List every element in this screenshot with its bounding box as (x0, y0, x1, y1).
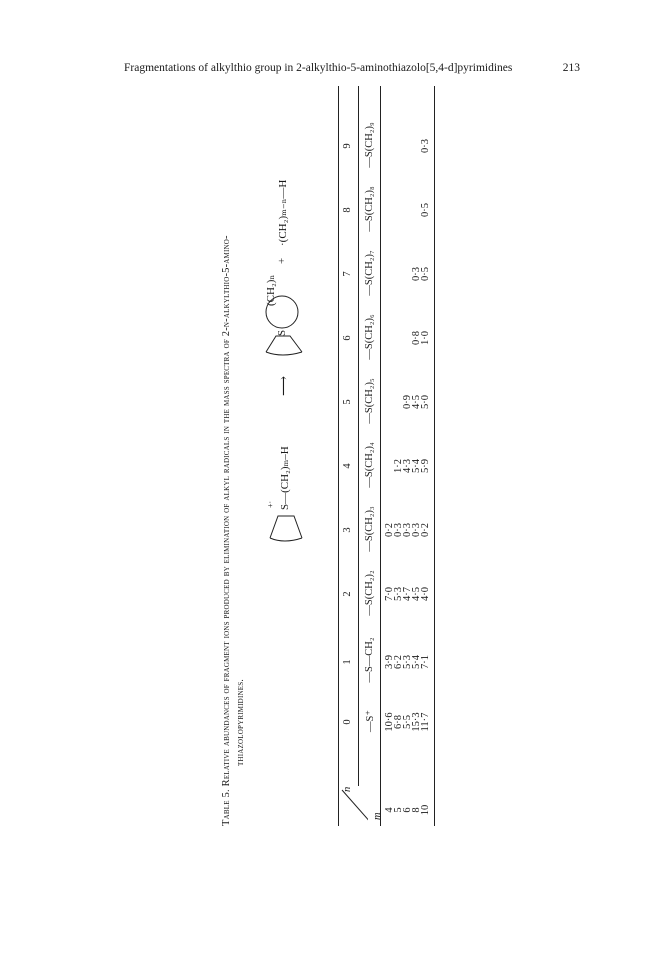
table-corner-diagonal (338, 786, 368, 826)
col-n-9: 9 (342, 143, 353, 149)
cell-4-3: 0·2 (420, 523, 431, 537)
table-label: Table 5. (221, 789, 232, 826)
col-n-8: 8 (342, 207, 353, 213)
cell-4-7: 0·5 (420, 267, 431, 281)
table-caption (220, 86, 248, 826)
row-m-3: 8 (411, 807, 422, 813)
cell-3-3: 0·3 (411, 523, 422, 537)
cell-4-5: 5·0 (420, 395, 431, 409)
reaction-arrow: ⟶ (277, 375, 292, 396)
cell-3-7: 0·3 (411, 267, 422, 281)
row-m-0: 4 (384, 807, 395, 813)
table-bottom-rule (434, 86, 435, 826)
col-n-0: 0 (342, 719, 353, 725)
row-m-4: 10 (420, 804, 431, 816)
col-ion-2: —S(CH₂)₂ (364, 570, 375, 616)
cell-0-1: 3·9 (384, 655, 395, 669)
cell-4-0: 11·7 (420, 712, 431, 732)
cell-3-6: 0·8 (411, 331, 422, 345)
cell-2-1: 5·3 (402, 655, 413, 669)
cell-0-2: 7·0 (384, 587, 395, 601)
cell-1-0: 6·8 (393, 715, 404, 729)
m-axis-label: m (372, 812, 383, 820)
cell-3-4: 5·4 (411, 459, 422, 473)
scheme-plus: + (276, 257, 288, 264)
table-top-rule (338, 86, 339, 826)
rotated-table-block (220, 86, 430, 826)
col-n-7: 7 (342, 271, 353, 277)
running-header-title: Fragmentations of alkylthio group in 2-alkylthio-5-aminothiazolo[5,4-d]pyrimidines (124, 62, 513, 74)
product-ring-label: (CH₂)ₙ (265, 274, 277, 306)
cell-2-4: 4·3 (402, 459, 413, 473)
cell-3-2: 4·5 (411, 587, 422, 601)
n-axis-label: n (342, 786, 353, 792)
col-ion-1: —S—CH₂ (364, 637, 375, 683)
abundance-table (338, 86, 430, 826)
radical-product: ·(CH₂)ₘ₋ₙ—H (277, 179, 289, 246)
col-n-2: 2 (342, 591, 353, 597)
cell-2-5: 0·9 (402, 395, 413, 409)
row-m-2: 6 (402, 807, 413, 813)
col-ion-8: —S(CH₂)₈ (364, 186, 375, 232)
cell-1-3: 0·3 (393, 523, 404, 537)
cell-3-1: 5·4 (411, 655, 422, 669)
table-header-midrule (358, 86, 359, 786)
cell-3-5: 4·5 (411, 395, 422, 409)
cell-4-1: 7·1 (420, 655, 431, 669)
cell-1-1: 6·2 (393, 655, 404, 669)
col-n-6: 6 (342, 335, 353, 341)
col-n-5: 5 (342, 399, 353, 405)
cell-4-6: 1·0 (420, 331, 431, 345)
cell-3-0: 15·3 (411, 712, 422, 732)
col-ion-9: —S(CH₂)₉ (364, 122, 375, 168)
cell-4-9: 0·3 (420, 139, 431, 153)
cell-1-4: 1·2 (393, 459, 404, 473)
cell-4-4: 5·9 (420, 459, 431, 473)
cell-2-0: 5·5 (402, 715, 413, 729)
col-ion-3: —S(CH₂)₃ (364, 506, 375, 552)
cell-2-2: 4·7 (402, 587, 413, 601)
col-ion-5: —S(CH₂)₅ (364, 378, 375, 424)
col-n-4: 4 (342, 463, 353, 469)
table-caption-continuation: thiazolopyrimidines. (235, 678, 246, 766)
col-ion-6: —S(CH₂)₆ (364, 314, 375, 360)
cell-2-3: 0·3 (402, 523, 413, 537)
reactant-ring-icon (264, 506, 308, 546)
cell-1-2: 5·3 (393, 587, 404, 601)
col-ion-0: —S⁺ (365, 710, 376, 732)
running-header (124, 62, 580, 82)
reaction-scheme (260, 126, 322, 546)
col-n-1: 1 (342, 659, 353, 665)
row-m-1: 5 (393, 807, 404, 813)
col-ion-7: —S(CH₂)₇ (364, 250, 375, 296)
cell-4-2: 4·0 (420, 587, 431, 601)
col-n-3: 3 (342, 527, 353, 533)
col-ion-4: —S(CH₂)₄ (364, 442, 375, 488)
table-header-rule (380, 86, 381, 826)
cell-0-3: 0·2 (384, 523, 395, 537)
reactant-charge: +· (266, 500, 275, 508)
product-ring-sulfur: S (276, 329, 288, 336)
reactant-formula: S—(CH₂)ₘ–H (279, 446, 291, 510)
page-number: 213 (562, 62, 580, 74)
table-caption-text: Relative abundances of fragment ions produced by elimination of alkyl radicals in the mass spectra of 2-n-alkylthio-5-amino- (221, 235, 232, 787)
cell-4-8: 0·5 (420, 203, 431, 217)
cell-0-0: 10·6 (384, 712, 395, 732)
